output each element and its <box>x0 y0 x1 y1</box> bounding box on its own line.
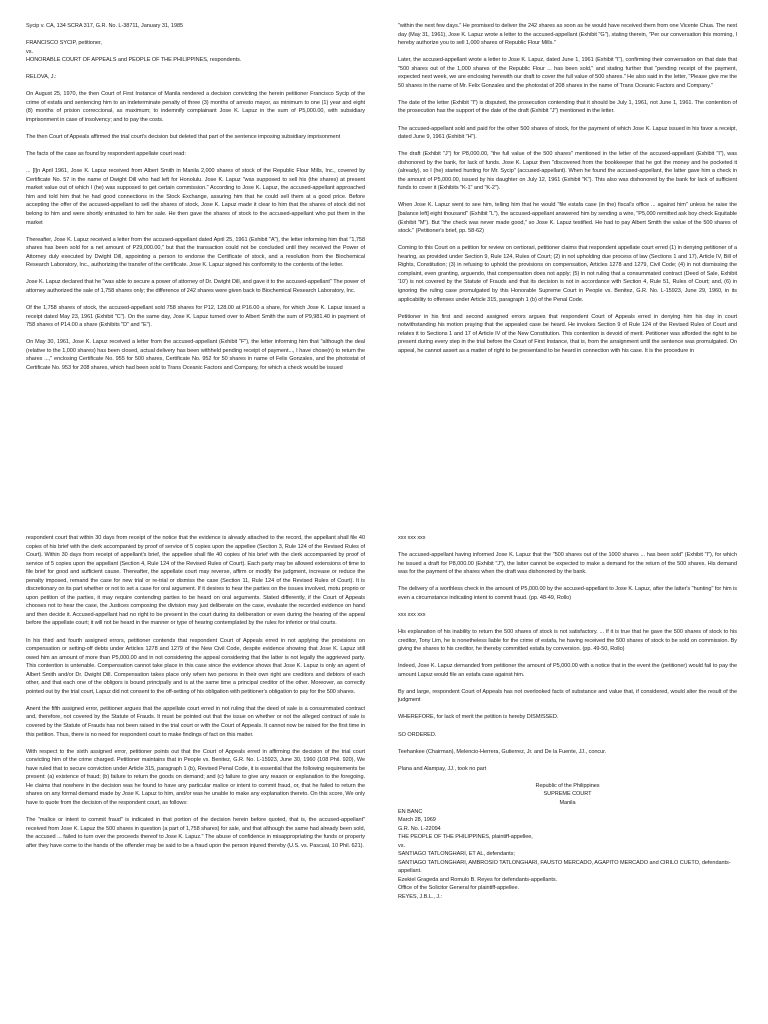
paragraph: The then Court of Appeals affirmed the trial court's decision but deleted that part of the sentence imposing subsidiary imprisonment <box>26 134 341 141</box>
court-heading-city: Manila <box>559 799 576 806</box>
paragraph: His explanation of his inability to return the 500 shares of stock is not satisfactory. ... If it is true that he gave the 500 shares of stock to his creditor, Tony Lim, he is nonetheless liable for the crime of estafa, he having received the 500 shares of stock to be sold on commission. By giving the shares to his creditor, he thereby committed estafa by conversion. (pp. 49-50, Rollo) <box>398 629 737 653</box>
took-no-part: Plana and Alampay, JJ., took no part <box>398 765 487 772</box>
ponente: REYES, J.B.L., J.: <box>398 893 443 900</box>
defendant-party: SANTIAGO TATLONGHARI, ET AL, defendants; <box>398 851 515 858</box>
versus: vs. <box>398 842 405 849</box>
case-citation: Sycip v. CA, 134 SCRA 317, G.R. No. L-38711, January 31, 1985 <box>26 23 184 29</box>
paragraph: Anent the fifth assigned error, petitioner argues that the appellate court erred in not ruling that the deed of sale is a consummated contract and, therefore, not covered by the Statute of Frauds. It must be pointed out that the issue on whether or not the alleged contract of sale is covered by the Statute of Frauds has not been raised in the trial court or with the Court of Appeals. It cannot now be raised for the first time in this petition. Thus, there is no need for respondent court to make findings of fact on this matter. <box>26 705 365 738</box>
defendants-appellant: SANTIAGO TATLONGHARI, AMBROSIO TATLONGHARI, FAUSTO MERCADO, AGAPITO MERCADO and CIRILO CUETO, defendants-appellant. <box>398 859 731 875</box>
paragraph: With respect to the sixth assigned error, petitioner points out that the Court of Appeals erred in affirming the decision of the trial court convicting him of the crime charged. Petitioner maintains that in People vs. Benitez, G.R. No. L-15923, June 30, 1960 (108 Phil. 920), We have ruled that to secure conviction under Article 315, paragraph 1 (b), Revised Penal Code, it is essential that the following requirements be present: (a) existence of fraud; (b) failure to return the goods on demand; and (c) failure to give any reason or explanation to the foregoing. He claims that nowhere in the decision was he found to have any particular malice or intent to commit fraud, or, that he failed to return the shares on any formal demand made by Jose K. Lapuz to him, and/or was he unable to make any explanation thereto. On this score, We only have to quote from the decision of the respondent court, as follows: <box>26 748 365 806</box>
paragraph: On May 30, 1961, Jose K. Lapuz received a letter from the accused-appellant (Exhibit "F"), the letter informing him that "although the deal (relative to the 1,000 shares) has been closed, actual delivery has been withheld pending receipt of payment..., I have chose(n) to return the shares ...," enclosing Certificate No. 955 for 500 shares, Certificate No. 952 for 50 shares in name of Felix Gonzales, and the photostat of Certificate No. 953 for 208 shares, which had been sold to Trans Oceanic Factors and Company, for which a check would be issued <box>26 339 365 371</box>
ellipsis-marker: xxx xxx xxx <box>398 611 426 618</box>
paragraph: Indeed, Jose K. Lapuz demanded from petitioner the amount of P5,000.00 with a notice that in the event the (petitioner) would fail to pay the amount Lapuz would file an estafa case against him. <box>398 663 737 678</box>
paragraph: The draft (Exhibit "J") for P8,000.00, "the full value of the 500 shares" mentioned in the letter of the accused-appellant (Exhibit "I"), was dishonored by the bank, for lack of funds. Jose K. Lapuz then "discovered from the bookkeeper that he got the money and he pocketed it (already), so I (he) started hunting for Mr. Sycip" (accused-appellant). When he found the accused-appellant, the latter gave him a check in the amount of P5,000.00, issued by his daughter on July 12, 1961 (Exhibit "K"). This also was dishonored by the bank for lack of sufficient funds to cover it (Exhibits "K-1" and "K-2"). <box>398 151 737 192</box>
ponente: RELOVA, J.: <box>26 74 57 81</box>
ellipsis-marker: xxx xxx xxx <box>398 535 426 541</box>
text-column-top-right <box>398 22 737 507</box>
paragraph: When Jose K. Lapuz went to see him, telling him that he would "file estafa case (in the) fiscal's office ... against him" unless he raise the [balance left] eight thousand" (Exhibit "L"), the accused-appellant answered him by sending a wire, "P5,000 remitted ask boy check Equitable (Exhibit "M"). But "the check was never made good," so Jose K. Lapuz testified. He had to pay Albert Smith the value of the 500 shares of stock." (Petitioner's brief, pp. 58-62) <box>398 202 737 235</box>
paragraph: The date of the letter (Exhibit "I") is disputed, the prosecution contending that it should be July 1, 1961, not June 1, 1961. The contention of the prosecution has the support of the date of the draft (Exhibit "J") mentioned in the letter. <box>398 99 737 115</box>
paragraph: In his third and fourth assigned errors, petitioner contends that respondent Court of Appeals erred in not applying the provisions on compensation or setting-off debts under Articles 1278 and 1279 of the New Civil Code, despite evidence showing that Jose K. Lapuz still owed him an amount of more than P5,000.00 and in not considering the appeal considering that the latter is not legally the aggrieved party. This contention is untenable. Compensation cannot take place in this case since the evidence shows that Jose K. Lapuz is only an agent of Albert Smith and/or Dr. Dwight Dill. Compensation takes place only when two persons in their own right are creditors and debtors of each other, and that each one of the obligors is bound principally and is at the same time a principal creditor of the other. Moreover, as correctly pointed out by the trial court, Lapuz did not consent to the off-setting of his obligation with petitioner's obligation to pay for the 500 shares. <box>26 637 365 695</box>
text-column-bottom-left <box>26 534 365 1019</box>
paragraph: "within the next few days." He promised to deliver the 242 shares as soon as he would have received them from one Vicente Chua. The next day (May 31, 1961), Jose K. Lapuz wrote a letter to the accused-appellant (Exhibit "G"), stating therein, "Per our conversation this morning, I hereby authorize you to sell 1,000 shares of Republic Flour Mills." <box>398 23 737 47</box>
court-heading-supreme-court: SUPREME COURT <box>543 791 592 798</box>
paragraph: Of the 1,758 shares of stock, the accused-appellant sold 758 shares for P12, 128.00 at P16.00 a share, for which Jose K. Lapuz issued a receipt dated May 23, 1961 (Exhibit "C"). On the same day, Jose K. Lapuz turned over to Albert Smith the sum of P9,981.40 in payment of 758 shares of P14.00 a share (Exhibits "D" and "E"). <box>26 305 365 329</box>
text-column-bottom-right <box>398 534 737 1019</box>
paragraph: The facts of the case as found by respondent appellate court read: <box>26 151 186 158</box>
paragraph: Thereafter, Jose K. Lapuz received a letter from the accused-appellant dated April 25, 1961 (Exhibit "A"), the letter informing him that "1,758 shares has been sold for a net amount of P29,000.00," but that the transaction could not be concluded until they received the Power of Attorney duly executed by Dwight Dill, appointing a person to endorse the Certificate of stock, and a resolution from the Biochemical Research Laboratory, Inc., authorizing the transfer of the certificate. Jose K. Lapuz signed his conformity to the contents of the letter. <box>26 236 365 269</box>
dispositive-paragraph: WHEREFORE, for lack of merit the petition is hereby DISMISSED. <box>398 714 559 721</box>
division: EN BANC <box>398 808 423 815</box>
paragraph: respondent court that within 30 days from receipt of the notice that the evidence is already attached to the record, the appellant shall file 40 copies of his brief with the clerk accompanied by proof of service of 5 copies upon the appellee (Section 3, Rule 124 of the Revised Rules of Court). Within 30 days from receipt of appellant's brief, the appellee shall file 40 copies of his brief with the clerk accompanied by proof of service of 5 copies upon the appellant (Section 4, Rule 124 of the Revised Rules of Court). Each party may be allowed extensions of time to file brief for good and sufficient cause. Thereafter, the appellate court may reverse, affirm or modify the judgment, increase or reduce the penalty imposed, remand the case for new trial or re-trial or dismiss the case (Section 11, Rule 124 of the Revised Rules of Court). It is discretionary on its part whether or not to set a case for oral argument. If it desires to hear the parties on the issues involved, motu proprio or upon petition of the parties, it may require contending parties to be heard on oral arguments. Stated differently, if the Court of Appeals chooses not to hear the case, the Justices composing the division may just deliberate on the case, evaluate the recorded evidence on hand and then decide it. Accused-appellant had no right to be present in the court during its deliberation or even during the hearing of the appeal before the appellate court; it will not be heard in the manner or type of hearing contemplated by the rules for inferior or trial courts. <box>26 535 365 627</box>
decision-date: March 28, 1969 <box>398 817 436 824</box>
so-ordered: SO ORDERED. <box>398 731 437 738</box>
paragraph: Petitioner in his first and second assigned errors argues that respondent Court of Appeals erred in denying him his day in court notwithstanding his motion praying that the appealed case be heard. He invokes Section 9 of Rule 124 of the Revised Rules of Court and relates it to Sections 1 and 17 of Article IV of the New Constitution. This contention is devoid of merit. Petitioner was afforded the right to be present during every step in the trial before the Court of First Instance, that is, from the arraignment until the sentence was promulgated. On appeal, he cannot assert as a matter of right to be presentand to be heard in connection with his case. It is the procedure in <box>398 313 737 354</box>
court-heading-republic: Republic of the Philippines <box>535 782 600 789</box>
concurrence: Teehankee (Chairman), Melencio-Herrera, Gutierrez, Jr. and De la Fuente, JJ., concur. <box>398 748 607 755</box>
page-panel-bottom <box>0 512 768 1024</box>
paragraph: Later, the accused-appellant wrote a letter to Jose K. Lapuz, dated June 1, 1961 (Exhibit "I"), confirming their conversation on that date that "500 shares out of the 1,000 shares of the Republic Flour ... has been sold," and stating further that "pending receipt of the payment, expected next week, we are enclosing herewith our draft to cover the full value of 500 shares." He also said in the letter, "Please give me the 50 shares in the name of Mr. Felix Gonzales and the photostat of 208 shares in the name of Trans Oceanic Factors and Company." <box>398 57 737 89</box>
paragraph: Coming to this Court on a petition for review on certiorari, petitioner claims that respondent appellate court erred (1) in denying petitioner of a hearing, as provided under Section 9, Rule 124, Rules of Court; (2) in not upholding due process of law (Sections 1 and 17), Article IV, Bill of Rights, Constitution; (3) in refusing to uphold the provisions on compensation, Articles 1278 and 1279, Civil Code; (4) in not dismissing the complaint, even granting, arguendo, that compensation does not apply; (5) in not ruling that a consummated contract (Deed of Sale, Exhibit '10') is not covered by the Statute of Frauds and that its decision is not in accordance with Section 4, Rule 51, Rules of Court; and, (6) in ignoring the ruling case promulgated by this Honorable Supreme Court in People vs. Benitez, G.R. No. L-15923, June 29, 1960, in its applicability to offenses under Article 315, paragraph 1 (b) of the Penal Code. <box>398 245 737 303</box>
counsel-plaintiff: Office of the Solicitor General for plaintiff-appellee. <box>398 885 519 892</box>
paragraph: The accused-appellant having informed Jose K. Lapuz that the "500 shares out of the 1000 shares ... has been sold" (Exhibit "I"), for which he issued a draft for P8,000.00 (Exhibit "J"), the latter cannot be expected to make a demand for the return of the 500 shares. His demand was for the payment of the shares when the draft was dishonored by the bank. <box>398 552 737 576</box>
paragraph: On August 25, 1970, the then Court of First Instance of Manila rendered a decision convicting the herein petitioner Francisco Sycip of the crime of estafa and sentencing him to an indeterminate penalty of three (3) months of arresto mayor, as minimum to one (1) year and eight (8) months of prision correccional, as maximum; to indemnify complainant Jose K. Lapuz in the sum of P5,000.00, with subsidiary imprisonment in case of insolvency; and to pay the costs. <box>26 91 365 124</box>
paragraph: The accused-appellant sold and paid for the other 500 shares of stock, for the payment of which Jose K. Lapuz issued in his favor a receipt, dated June 9, 1961 (Exhibit "H"). <box>398 125 737 141</box>
paragraph: Jose K. Lapuz declared that he "was able to secure a power of attorney of Dr. Dwight Dill, and gave it to the accused-appellant" The power of attorney authorized the sale of 1,758 shares only; the difference of 242 shares were given back to Biochemical Research Laboratory, Inc. <box>26 279 365 294</box>
text-column-top-left <box>26 22 365 507</box>
counsel-defendants: Ezekiel Grageda and Romulo B. Reyes for defendants-appellants. <box>398 876 558 883</box>
case-parties: FRANCISCO SYCIP, petitioner, vs. HONORABLE COURT OF APPEALS and PEOPLE OF THE PHILIPPINES, respondents. <box>26 40 242 64</box>
gr-number: G.R. No. L-22094 <box>398 825 441 832</box>
plaintiff-party: THE PEOPLE OF THE PHILIPPINES, plaintiff-appellee, <box>398 834 533 841</box>
paragraph: The delivery of a worthless check in the amount of P5,000.00 by the accused-appellant to Jose K. Lapuz, after the latter's "hunting" for him is even a circumstance indicating intent to commit fraud. (pp. 48-49, Rollo) <box>398 586 737 601</box>
paragraph: The "malice or intent to commit fraud" is indicated in that portion of the decision herein before quoted, that is, the accused-appellant" received from Jose K. Lapuz the 500 shares in question (a part of 1,758 shares) for sale, and that although the same had already been sold, the accused ... failed to turn over the proceeds thereof to Jose K. Lapuz." The abuse of confidence in misappropriating the funds or property after they have come to the hands of the offender may be said to be a fraud upon the person injured thereby (U.S. vs. Pascual, 10 Phil. 621). <box>26 817 365 849</box>
paragraph: By and large, respondent Court of Appeals has not overlooked facts of substance and value that, if considered, would alter the result of the judgment <box>398 688 737 704</box>
paragraph: ... [I]n April 1961, Jose K. Lapuz received from Albert Smith in Manila 2,000 shares of stock of the Republic Flour Mills, Inc., covered by Certificate No. 57 in the name of Dwight Dill who had left for Honolulu. Jose K. Lapuz "was supposed to sell his (the shares) at present market value out of which I (he) was supposed to get certain commission." According to Jose K. Lapuz, the accused-appellant approached him and told him that he had good connections in the Stock Exchange, assuring him that he could sell them at a good price. Before accepting the offer of the accused-appellant to sell the shares of stock, Jose K. Lapuz made it clear to him that the shares of stock did not belong to him and were shortly entrusted to him for sale. He then gave the shares of stock to the accused-appellant who put them in the market <box>26 168 365 226</box>
